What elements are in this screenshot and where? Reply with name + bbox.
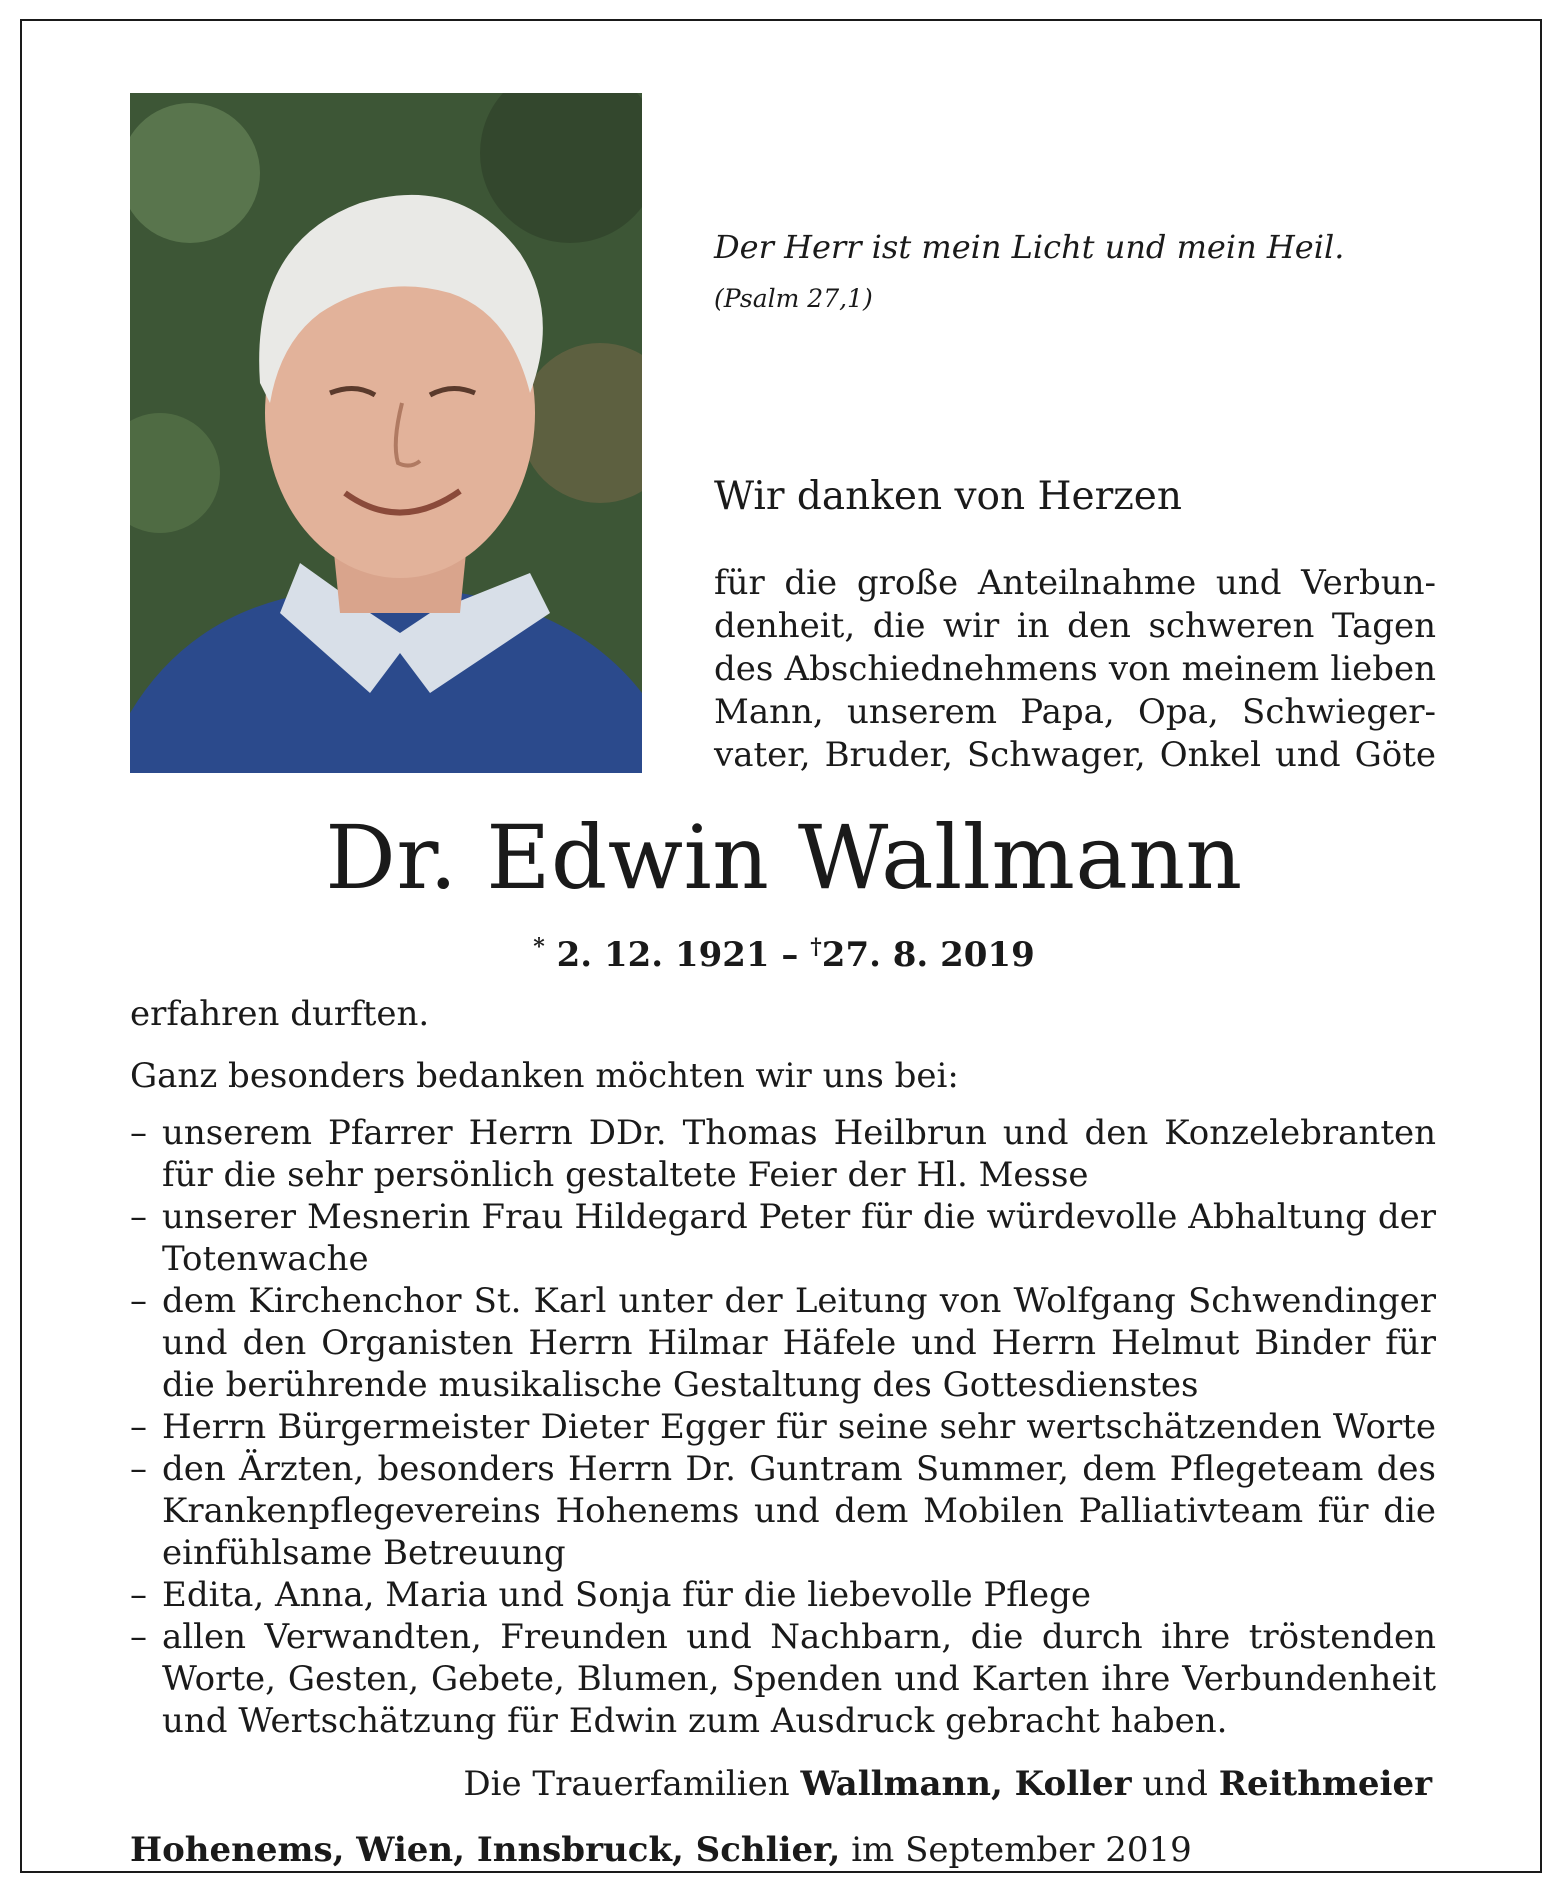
quote-text: Der Herr ist mein Licht und mein Heil.	[714, 228, 1345, 266]
list-line: und Wertschätzung für Edwin zum Ausdruck gebracht haben.	[162, 1701, 1228, 1741]
birth-date: 2. 12. 1921	[556, 935, 770, 975]
places: Hohenems, Wien, Innsbruck, Schlier,	[130, 1830, 841, 1870]
family-names-2: Reithmeier	[1218, 1764, 1432, 1804]
intro-line: für die große Anteilnahme und Verbun-	[714, 563, 1436, 603]
thanks-lead: Ganz besonders bedanken möchten wir uns bei:	[130, 1056, 959, 1096]
list-line: und den Organisten Herrn Hilmar Häfele und Herrn Helmut Binder für	[162, 1323, 1436, 1363]
portrait-image	[130, 93, 642, 773]
list-dash: –	[130, 1575, 147, 1615]
list-dash: –	[130, 1113, 147, 1153]
list-dash: –	[130, 1407, 147, 1447]
portrait-photo	[130, 93, 642, 773]
list-line: allen Verwandten, Freunden und Nachbarn, die durch ihre tröstenden	[162, 1617, 1436, 1657]
birth-symbol: *	[533, 934, 545, 960]
life-dates	[0, 934, 1568, 975]
deceased-name: Dr. Edwin Wallmann	[325, 806, 1243, 909]
intro-line: Mann, unserem Papa, Opa, Schwieger-	[714, 692, 1436, 732]
list-line: unserer Mesnerin Frau Hildegard Peter für die würdevolle Abhaltung der	[162, 1197, 1436, 1237]
signature-families	[463, 1764, 1432, 1804]
list-item	[130, 1112, 1436, 1196]
list-item	[130, 1574, 1436, 1616]
place-date-line	[130, 1830, 1192, 1870]
list-item	[130, 1196, 1436, 1280]
list-item	[130, 1448, 1436, 1574]
list-line: Totenwache	[162, 1239, 369, 1279]
intro-line: vater, Bruder, Schwager, Onkel und Göte	[714, 735, 1436, 775]
list-line: Krankenpflegevereins Hohenems und dem Mobilen Palliativteam für die	[162, 1491, 1436, 1531]
list-dash: –	[130, 1281, 147, 1321]
list-line: einfühlsame Betreuung	[162, 1533, 566, 1573]
list-line: Worte, Gesten, Gebete, Blumen, Spenden und Karten ihre Verbundenheit	[162, 1659, 1436, 1699]
thanks-heading: Wir danken von Herzen	[714, 474, 1182, 519]
list-line: unserem Pfarrer Herrn DDr. Thomas Heilbrun und den Konzelebranten	[162, 1113, 1436, 1153]
after-name-text: erfahren durften.	[130, 994, 430, 1034]
list-dash: –	[130, 1617, 147, 1657]
list-dash: –	[130, 1197, 147, 1237]
signature-prefix: Die Trauerfamilien	[463, 1764, 790, 1804]
intro-line: denheit, die wir in den schweren Tagen	[714, 606, 1436, 646]
death-date: 27. 8. 2019	[821, 935, 1035, 975]
list-item	[130, 1280, 1436, 1406]
intro-line: des Abschiednehmens von meinem lieben	[714, 649, 1436, 689]
family-names-1: Wallmann, Koller	[800, 1764, 1132, 1804]
quote-source: (Psalm 27,1)	[714, 284, 873, 313]
death-symbol: †	[810, 934, 822, 960]
thanks-intro	[714, 562, 1436, 777]
list-line: die berührende musikalische Gestaltung des Gottesdienstes	[162, 1365, 1199, 1405]
list-line: den Ärzten, besonders Herrn Dr. Guntram Summer, dem Pflegeteam des	[162, 1449, 1436, 1489]
notice-date: im September 2019	[851, 1830, 1192, 1870]
signature-conjunction: und	[1142, 1764, 1208, 1804]
list-item	[130, 1406, 1436, 1448]
list-item	[130, 1616, 1436, 1742]
list-dash: –	[130, 1449, 147, 1489]
list-line: für die sehr persönlich gestaltete Feier der Hl. Messe	[162, 1155, 1089, 1195]
list-line: Edita, Anna, Maria und Sonja für die liebevolle Pflege	[162, 1575, 1091, 1615]
thanks-list	[130, 1112, 1436, 1742]
date-separator: –	[781, 935, 799, 975]
list-line: dem Kirchenchor St. Karl unter der Leitung von Wolfgang Schwendinger	[162, 1281, 1436, 1321]
list-line: Herrn Bürgermeister Dieter Egger für seine sehr wertschätzenden Worte	[162, 1407, 1436, 1447]
